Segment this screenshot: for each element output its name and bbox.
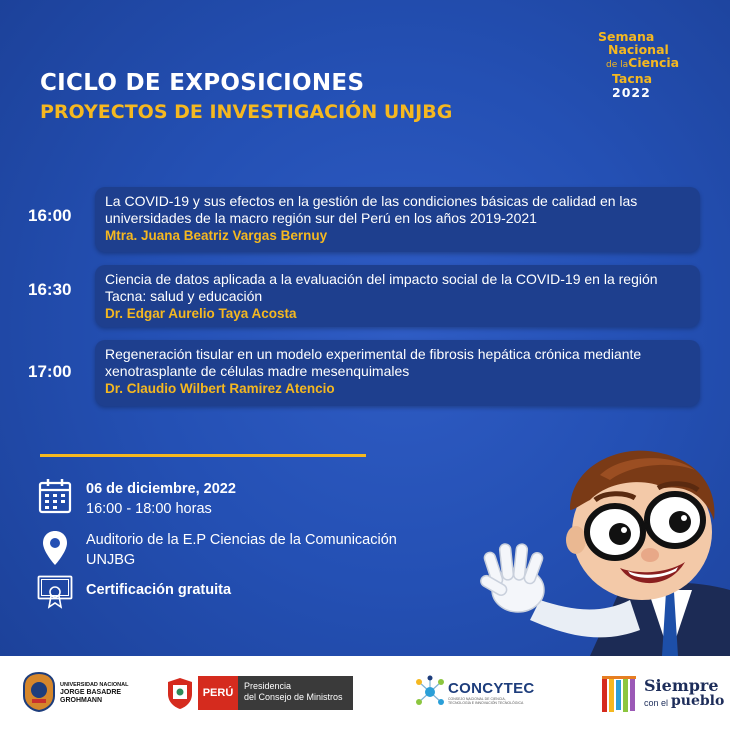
event-certificate: Certificación gratuita <box>86 582 232 598</box>
event-venue-block <box>86 530 397 570</box>
calendar-icon <box>38 478 72 514</box>
event-hours: 16:00 - 18:00 horas <box>86 501 212 517</box>
peru-label: PERÚ <box>198 676 238 710</box>
concytec-name: CONCYTEC <box>448 680 535 697</box>
talk-description-1: La COVID-19 y sus efectos en la gestión de las condiciones básicas de calidad en las universidades de la macro región sur del Perú en los años 2019-2021 <box>105 193 638 226</box>
schedule-card-1 <box>95 187 700 252</box>
talk-speaker-3: Dr. Claudio Wilbert Ramirez Atencio <box>105 381 335 396</box>
unjbg-logo <box>22 670 132 716</box>
pcm-line-1: Presidencia <box>244 681 292 691</box>
page-title: CICLO DE EXPOSICIONES <box>40 70 365 96</box>
mascot-illustration <box>470 440 730 656</box>
brand-line-2: Nacional <box>608 42 669 57</box>
event-date: 06 de diciembre, 2022 <box>86 481 236 497</box>
brand-line-3-main: Ciencia <box>628 55 680 70</box>
certificate-icon <box>37 575 73 609</box>
schedule-time-3: 17:00 <box>28 362 72 381</box>
pcm-box <box>238 676 353 710</box>
pcm-line-2: del Consejo de Ministros <box>244 692 343 702</box>
schedule-card-2 <box>95 265 700 327</box>
semana-ciencia-brand <box>598 30 698 99</box>
talk-description-3: Regeneración tisular en un modelo experimental de fibrosis hepática crónica mediante xenotrasplante de células madre mesenquimales <box>105 346 642 379</box>
colorful-stripes-icon <box>600 674 640 714</box>
con-el-text: con el <box>644 698 669 708</box>
location-pin-icon <box>42 530 68 566</box>
brand-year: 2022 <box>612 85 651 100</box>
schedule-card-3 <box>95 340 700 406</box>
event-venue-line-1: Auditorio de la E.P Ciencias de la Comunicación <box>86 532 397 548</box>
brand-line-1: Semana <box>598 29 655 44</box>
page-subtitle: PROYECTOS DE INVESTIGACIÓN UNJBG <box>40 101 453 123</box>
concytec-sub-1: CONSEJO NACIONAL DE CIENCIA, <box>448 697 506 701</box>
peru-pcm-logo <box>165 674 355 712</box>
siempre-text: Siempre <box>644 676 719 695</box>
schedule-time-1: 16:00 <box>28 206 72 225</box>
unjbg-line-3: GROHMANN <box>60 697 102 704</box>
talk-speaker-1: Mtra. Juana Beatriz Vargas Bernuy <box>105 228 328 243</box>
unjbg-line-2: JORGE BASADRE <box>60 689 122 696</box>
brand-line-4: Tacna <box>612 71 653 86</box>
event-date-block <box>86 479 236 519</box>
unjbg-line-1: UNIVERSIDAD NACIONAL <box>60 682 129 688</box>
section-divider <box>40 454 366 457</box>
concytec-logo <box>414 672 544 714</box>
unjbg-shield-icon <box>22 672 56 712</box>
peru-coat-of-arms-icon <box>165 676 195 710</box>
schedule-time-2: 16:30 <box>28 280 72 299</box>
siempre-con-el-pueblo-logo <box>600 672 725 716</box>
brand-line-3 <box>598 56 698 72</box>
talk-description-2: Ciencia de datos aplicada a la evaluación del impacto social de la COVID-19 en la región Tacna: salud y educación <box>105 271 658 304</box>
brand-line-3-small: de la <box>606 60 629 70</box>
footer-logos <box>0 656 730 730</box>
event-venue-line-2: UNJBG <box>86 552 136 568</box>
concytec-sub-2: TECNOLOGÍA E INNOVACIÓN TECNOLÓGICA <box>448 701 524 705</box>
concytec-network-icon <box>414 674 446 710</box>
pueblo-text: pueblo <box>671 693 725 709</box>
talk-speaker-2: Dr. Edgar Aurelio Taya Acosta <box>105 306 297 321</box>
